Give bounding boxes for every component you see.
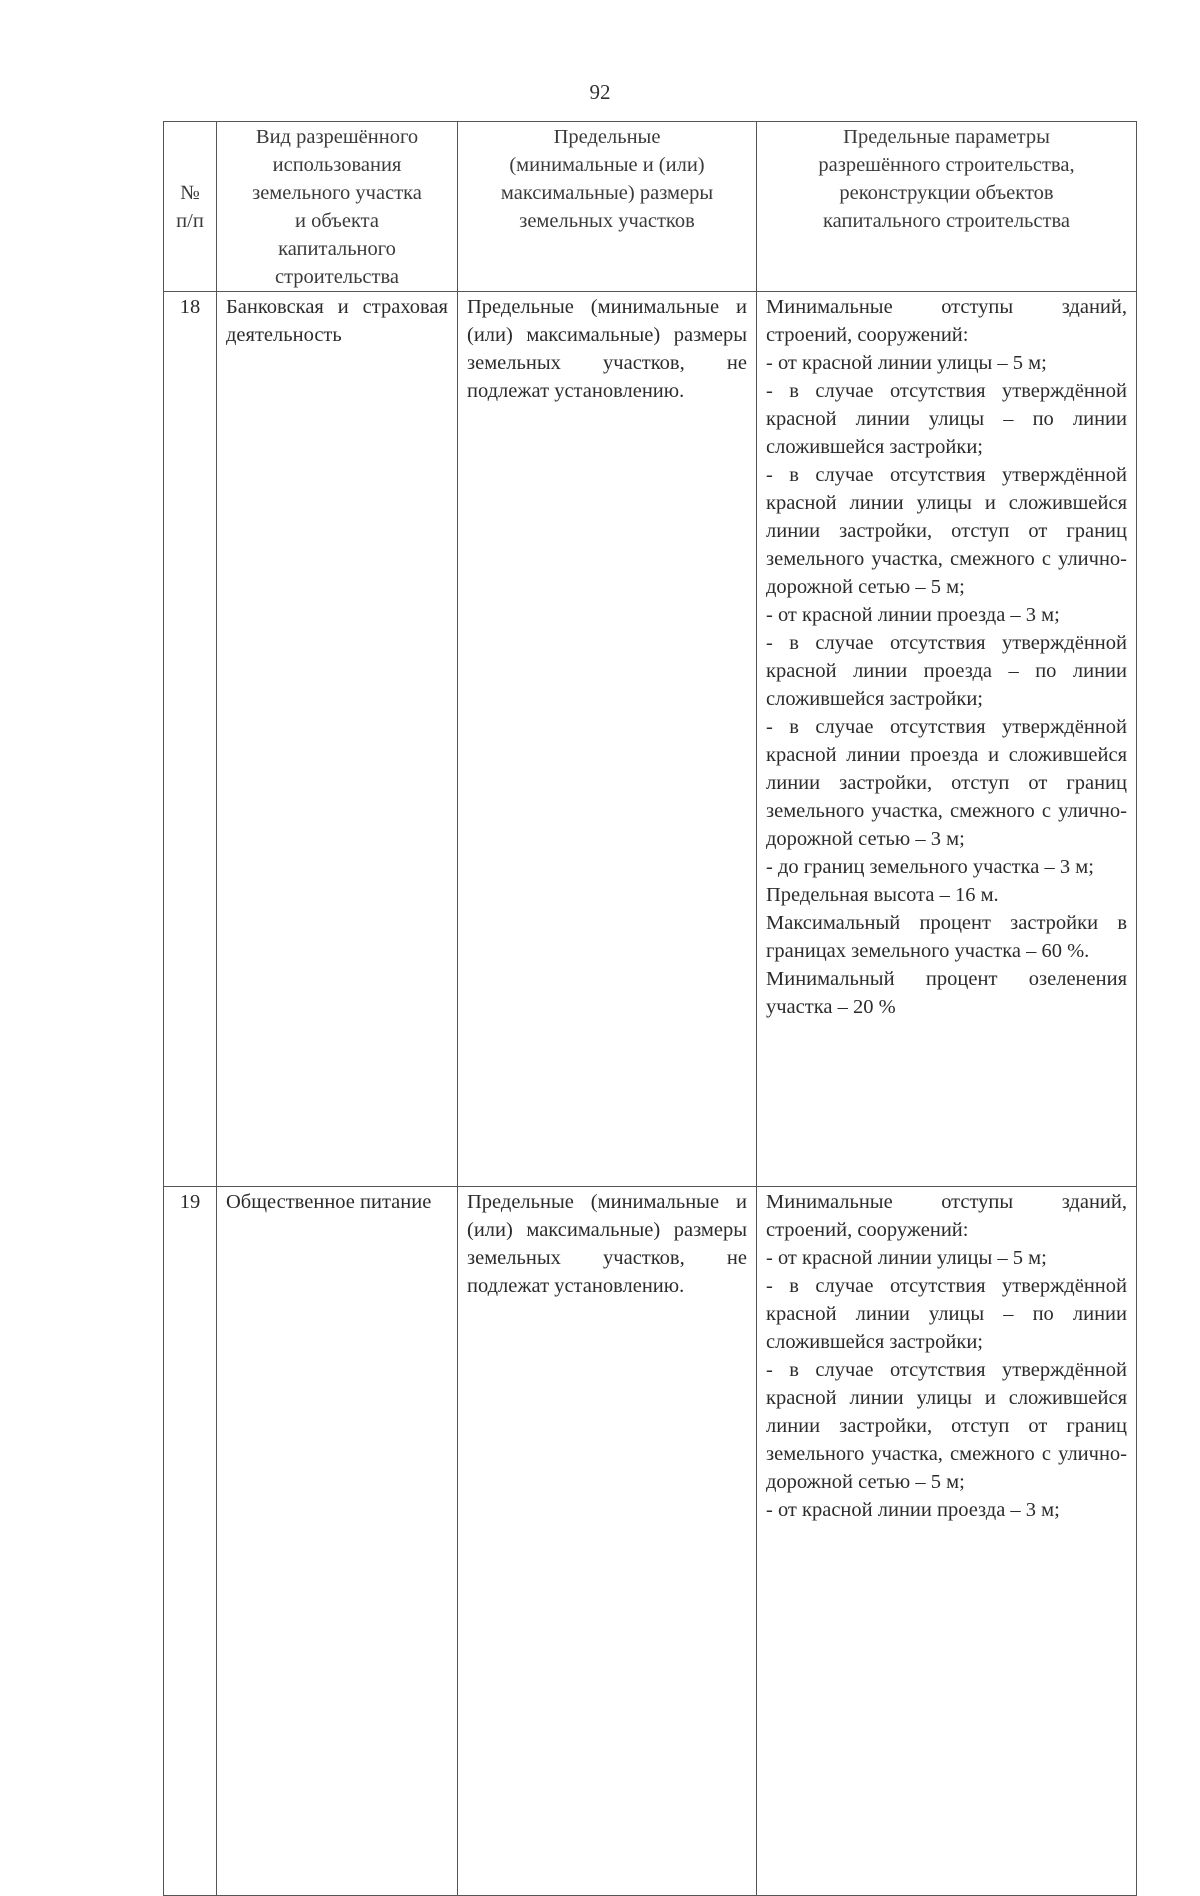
- param-item: - до границ земельного участка – 3 м;: [766, 856, 1094, 878]
- param-item: - от красной линии проезда – 3 м;: [766, 604, 1060, 626]
- param-item: Максимальный процент застройки в границах земельного участка – 60 %.: [766, 912, 1133, 962]
- header-permitted-use: Вид разрешённого использования земельного участка и объекта капитального строительства: [217, 122, 458, 292]
- page-number: 92: [589, 80, 611, 104]
- param-item: - в случае отсутствия утверждённой красной линии проезда и сложившейся линии застройки, отступ от границ земельного участка, смежного с улично-дорожной сетью – 3 м;: [766, 716, 1133, 850]
- param-item: - от красной линии улицы – 5 м;: [766, 352, 1047, 374]
- row-number: 19: [164, 1187, 217, 1896]
- param-item: Предельная высота – 16 м.: [766, 884, 999, 906]
- zoning-parameters-table: [163, 121, 1137, 1896]
- header-construction-params: Предельные параметры разрешённого строительства, реконструкции объектов капитального строительства: [757, 122, 1137, 292]
- param-item: - в случае отсутствия утверждённой красной линии улицы – по линии сложившейся застройки;: [766, 380, 1133, 458]
- param-item: Минимальные отступы зданий, строений, сооружений:: [766, 1191, 1133, 1241]
- table-row: [164, 1187, 1137, 1896]
- table-row: [164, 292, 1137, 1187]
- header-plot-size: Предельные (минимальные и (или) максимальные) размеры земельных участков: [458, 122, 757, 292]
- param-item: - от красной линии проезда – 3 м;: [766, 1499, 1060, 1521]
- construction-params-cell: [757, 1187, 1137, 1896]
- header-number: № п/п: [164, 122, 217, 292]
- row-number: 18: [164, 292, 217, 1187]
- construction-params-cell: [757, 292, 1137, 1187]
- param-item: - в случае отсутствия утверждённой красной линии проезда – по линии сложившейся застройки;: [766, 632, 1133, 710]
- param-item: - в случае отсутствия утверждённой красной линии улицы и сложившейся линии застройки, отступ от границ земельного участка, смежного с улично-дорожной сетью – 5 м;: [766, 1359, 1133, 1493]
- param-item: - от красной линии улицы – 5 м;: [766, 1247, 1047, 1269]
- plot-size-cell: Предельные (минимальные и (или) максимальные) размеры земельных участков, не подлежат установлению.: [458, 292, 757, 1187]
- permitted-use-cell: Общественное питание: [217, 1187, 458, 1896]
- plot-size-cell: Предельные (минимальные и (или) максимальные) размеры земельных участков, не подлежат установлению.: [458, 1187, 757, 1896]
- param-item: Минимальные отступы зданий, строений, сооружений:: [766, 296, 1133, 346]
- table-header: [164, 122, 1137, 292]
- param-item: - в случае отсутствия утверждённой красной линии улицы – по линии сложившейся застройки;: [766, 1275, 1133, 1353]
- permitted-use-cell: Банковская и страховая деятельность: [217, 292, 458, 1187]
- param-item: Минимальный процент озеленения участка – 20 %: [766, 968, 1133, 1018]
- param-item: - в случае отсутствия утверждённой красной линии улицы и сложившейся линии застройки, отступ от границ земельного участка, смежного с улично-дорожной сетью – 5 м;: [766, 464, 1133, 598]
